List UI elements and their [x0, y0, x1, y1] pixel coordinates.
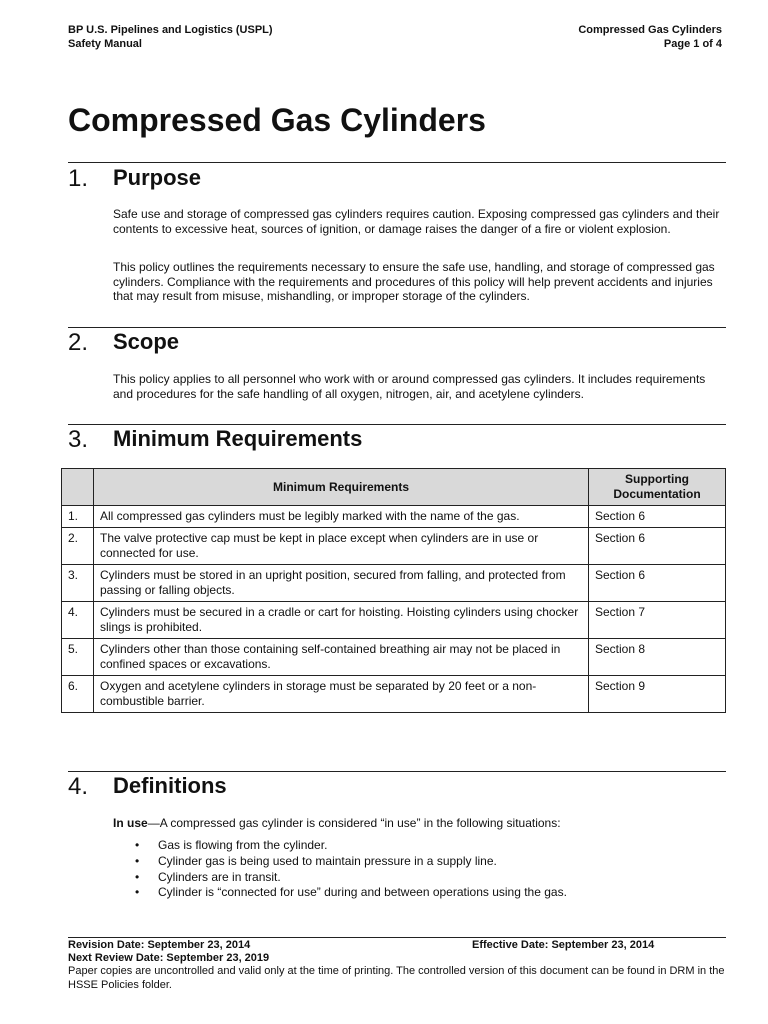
list-item: • Cylinder is “connected for use” during and between operations using the gas. — [135, 885, 567, 900]
row-documentation: Section 8 — [589, 639, 726, 676]
table-row — [62, 676, 726, 713]
row-documentation: Section 6 — [589, 506, 726, 528]
header-org: BP U.S. Pipelines and Logistics (USPL) — [68, 24, 273, 36]
requirements-table — [61, 468, 726, 713]
list-item: • Gas is flowing from the cylinder. — [135, 838, 328, 852]
table-row — [62, 639, 726, 676]
definition-bullet-list — [113, 838, 567, 901]
bullet-icon: • — [135, 853, 140, 868]
definition-in-use — [113, 816, 725, 831]
table-header-number — [62, 469, 94, 506]
section-title-minimum-requirements: Minimum Requirements — [113, 426, 363, 451]
footer-divider — [68, 937, 726, 938]
purpose-paragraph-1: Safe use and storage of compressed gas cylinders requires caution. Exposing compressed gas cylinders and their contents to excessive heat, sources of ignition, or damage raises the danger of a fire or violent explosion. — [113, 207, 720, 236]
section-number: 4. — [68, 773, 89, 800]
row-requirement: All compressed gas cylinders must be legibly marked with the name of the gas. — [94, 506, 589, 528]
list-item: • Cylinders are in transit. — [135, 869, 281, 884]
table-header-documentation: Supporting Documentation — [589, 469, 726, 506]
table-row — [62, 528, 726, 565]
footer-note: Paper copies are uncontrolled and valid only at the time of printing. The controlled version of this document can be found in DRM in the HSSE Policies folder. — [68, 965, 725, 991]
section-title-definitions: Definitions — [113, 773, 227, 798]
section-number: 2. — [68, 329, 89, 356]
row-requirement: The valve protective cap must be kept in place except when cylinders are in use or connected for use. — [94, 528, 589, 565]
section-title-scope: Scope — [113, 329, 180, 354]
bullet-icon: • — [135, 869, 140, 884]
table-header-row — [62, 469, 726, 506]
footer-next-review-date: Next Review Date: September 23, 2019 — [68, 952, 270, 964]
row-requirement: Cylinders must be stored in an upright position, secured from falling, and protected from passing or falling objects. — [94, 565, 589, 602]
row-number: 1. — [62, 506, 94, 528]
header-page: Page 1 of 4 — [663, 38, 722, 50]
table-row — [62, 506, 726, 528]
purpose-paragraph-2: This policy outlines the requirements necessary to ensure the safe use, handling, and storage of compressed gas cylinders. Compliance with the requirements and procedures of this policy will help prevent accidents and injuries that may result from misuse, mishandling, or improper storage of the cylinders. — [113, 260, 715, 304]
row-requirement: Oxygen and acetylene cylinders in storage must be separated by 20 feet or a non-combustible barrier. — [94, 676, 589, 713]
row-number: 2. — [62, 528, 94, 565]
definition-term: In use — [113, 816, 148, 830]
header-left — [68, 23, 273, 51]
table-row — [62, 565, 726, 602]
row-documentation: Section 6 — [589, 528, 726, 565]
row-documentation: Section 6 — [589, 565, 726, 602]
bullet-icon: • — [135, 885, 140, 900]
table-header-requirements: Minimum Requirements — [94, 469, 589, 506]
footer-effective-date: Effective Date: September 23, 2014 — [472, 939, 655, 951]
row-requirement: Cylinders must be secured in a cradle or cart for hoisting. Hoisting cylinders using chocker slings is prohibited. — [94, 602, 589, 639]
row-number: 6. — [62, 676, 94, 713]
scope-paragraph: This policy applies to all personnel who work with or around compressed gas cylinders. It includes requirements and procedures for the safe handling of all oxygen, nitrogen, air, and acetylene cylinders. — [113, 372, 706, 401]
definition-text: —A compressed gas cylinder is considered “in use” in the following situations: — [147, 816, 561, 830]
row-documentation: Section 9 — [589, 676, 726, 713]
row-number: 4. — [62, 602, 94, 639]
section-number: 3. — [68, 426, 89, 453]
header-manual: Safety Manual — [68, 38, 142, 50]
row-requirement: Cylinders other than those containing self-contained breathing air may not be placed in confined spaces or excavations. — [94, 639, 589, 676]
bullet-icon: • — [135, 838, 140, 852]
section-divider — [68, 162, 726, 163]
footer-revision-date: Revision Date: September 23, 2014 — [68, 939, 251, 951]
row-documentation: Section 7 — [589, 602, 726, 639]
page-title: Compressed Gas Cylinders — [68, 102, 486, 138]
section-number: 1. — [68, 165, 89, 192]
header-doc-title: Compressed Gas Cylinders — [578, 24, 722, 36]
table-row — [62, 602, 726, 639]
header-right — [578, 23, 722, 51]
section-title-purpose: Purpose — [113, 165, 202, 190]
list-item: • Cylinder gas is being used to maintain pressure in a supply line. — [135, 853, 497, 868]
row-number: 3. — [62, 565, 94, 602]
row-number: 5. — [62, 639, 94, 676]
